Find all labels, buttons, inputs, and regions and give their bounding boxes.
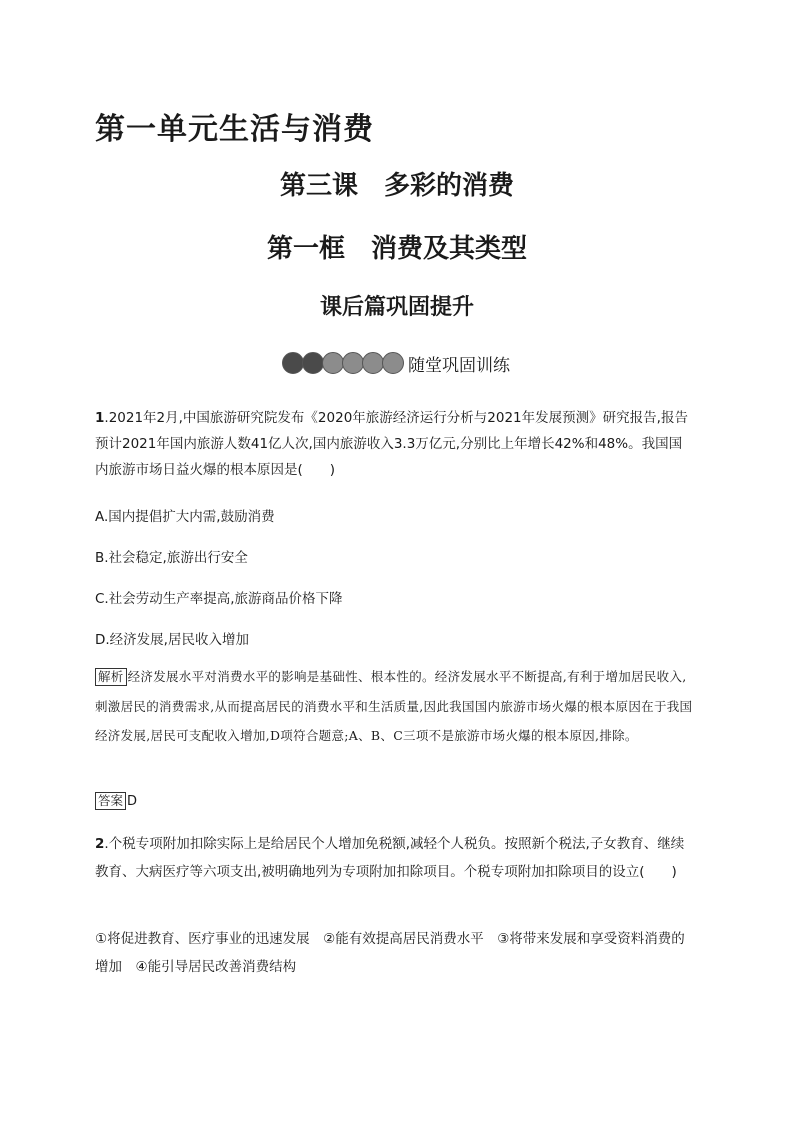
lesson-title: 第三课 多彩的消费: [279, 171, 514, 201]
question-1-stem: [95, 405, 695, 483]
progress-dot-icon: [282, 352, 304, 374]
question-1-analysis: [95, 662, 695, 751]
practice-banner: [282, 350, 510, 376]
practice-label: 随堂巩固训练: [408, 355, 510, 376]
unit-title: 第一单元生活与消费: [95, 112, 374, 147]
progress-dot-icon: [362, 352, 384, 374]
question-number: 1: [95, 410, 105, 426]
question-number: 2: [95, 836, 105, 852]
section-title-bold: 巩固提升: [386, 295, 475, 320]
answer-tag: 答案: [95, 792, 126, 810]
question-1-answer: [95, 792, 137, 810]
question-text: .个税专项附加扣除实际上是给居民个人增加免税额,减轻个人税负。按照新个税法,子女教育、继续教育、大病医疗等六项支出,被明确地列为专项附加扣除项目。个税专项附加扣除项目的设立( ): [95, 836, 685, 880]
question-text: .2021年2月,中国旅游研究院发布《2020年旅游经济运行分析与2021年发展预测》研究报告,报告预计2021年国内旅游人数41亿人次,国内旅游收入3.3万亿元,分别比上年增长42%和48%。我国国内旅游市场日益火爆的根本原因是( ): [95, 410, 688, 478]
progress-dot-icon: [302, 352, 324, 374]
progress-dot-icon: [382, 352, 404, 374]
progress-dot-icon: [342, 352, 364, 374]
option-a: A.国内提倡扩大内需,鼓励消费: [95, 509, 275, 525]
progress-dot-icon: [322, 352, 344, 374]
analysis-text: 经济发展水平对消费水平的影响是基础性、根本性的。经济发展水平不断提高,有利于增加居民收入,刺激居民的消费需求,从而提高居民的消费水平和生活质量,因此我国国内旅游市场火爆的根本原因在于我国经济发展,居民可支配收入增加,D项符合题意;A、B、C三项不是旅游市场火爆的根本原因,排除。: [95, 669, 693, 743]
analysis-tag: 解析: [95, 668, 127, 686]
section-title-normal: 课后篇: [319, 295, 386, 320]
option-d: D.经济发展,居民收入增加: [95, 632, 249, 648]
option-c: C.社会劳动生产率提高,旅游商品价格下降: [95, 591, 343, 607]
frame-title: 第一框 消费及其类型: [266, 234, 527, 264]
section-title: [0, 290, 794, 321]
answer-value: D: [127, 794, 138, 809]
question-2-stem: [95, 830, 695, 886]
option-b: B.社会稳定,旅游出行安全: [95, 550, 248, 566]
question-2-choices: ①将促进教育、医疗事业的迅速发展 ②能有效提高居民消费水平 ③将带来发展和享受资料消费的增加 ④能引导居民改善消费结构: [95, 931, 685, 975]
